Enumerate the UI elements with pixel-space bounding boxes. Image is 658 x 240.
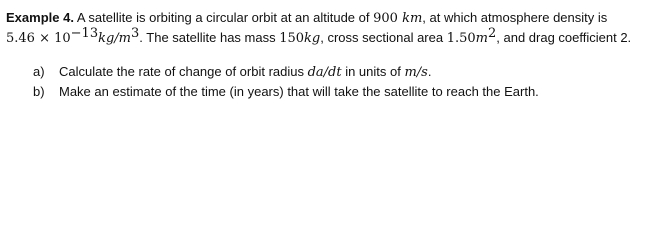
question-text (59, 62, 431, 82)
list-item (6, 62, 654, 82)
example-label: Example 4. (6, 10, 74, 25)
altitude-unit: km (397, 11, 423, 26)
question-text-part: in units of (341, 64, 405, 79)
list-marker: a) (33, 64, 45, 79)
problem-statement-line-1 (6, 8, 654, 28)
statement-text: , and drag coefficient 2. (496, 30, 632, 45)
density-mantissa: 5.46 × 10 (6, 31, 71, 46)
area-unit-exponent: 2 (487, 26, 497, 41)
statement-text: , cross sectional area (320, 30, 447, 45)
statement-text: . The satellite has mass (139, 30, 280, 45)
list-item (6, 82, 654, 102)
density-exponent: −13 (70, 26, 99, 41)
rate-expression: da/dt (307, 65, 342, 80)
density-unit-exponent: 3 (131, 26, 140, 41)
density-unit: kg/m (98, 31, 131, 46)
statement-text: A satellite is orbiting a circular orbit at an altitude of (73, 10, 374, 25)
question-text: Make an estimate of the time (in years) that will take the satellite to reach the Earth. (59, 84, 539, 99)
velocity-unit: m/s (404, 65, 428, 80)
problem-statement-line-2 (6, 28, 654, 48)
question-text-part: . (427, 64, 432, 79)
mass-value: 150 (279, 31, 305, 46)
question-list (6, 62, 654, 102)
mass-unit: kg (304, 31, 321, 46)
altitude-value: 900 (373, 11, 398, 26)
list-marker: b) (33, 84, 45, 99)
area-value: 1.50 (446, 31, 476, 46)
question-text-part: Calculate the rate of change of orbit radius (59, 64, 308, 79)
problem-document (6, 8, 654, 102)
statement-text: , at which atmosphere density is (422, 10, 608, 25)
area-unit: m (475, 31, 488, 46)
